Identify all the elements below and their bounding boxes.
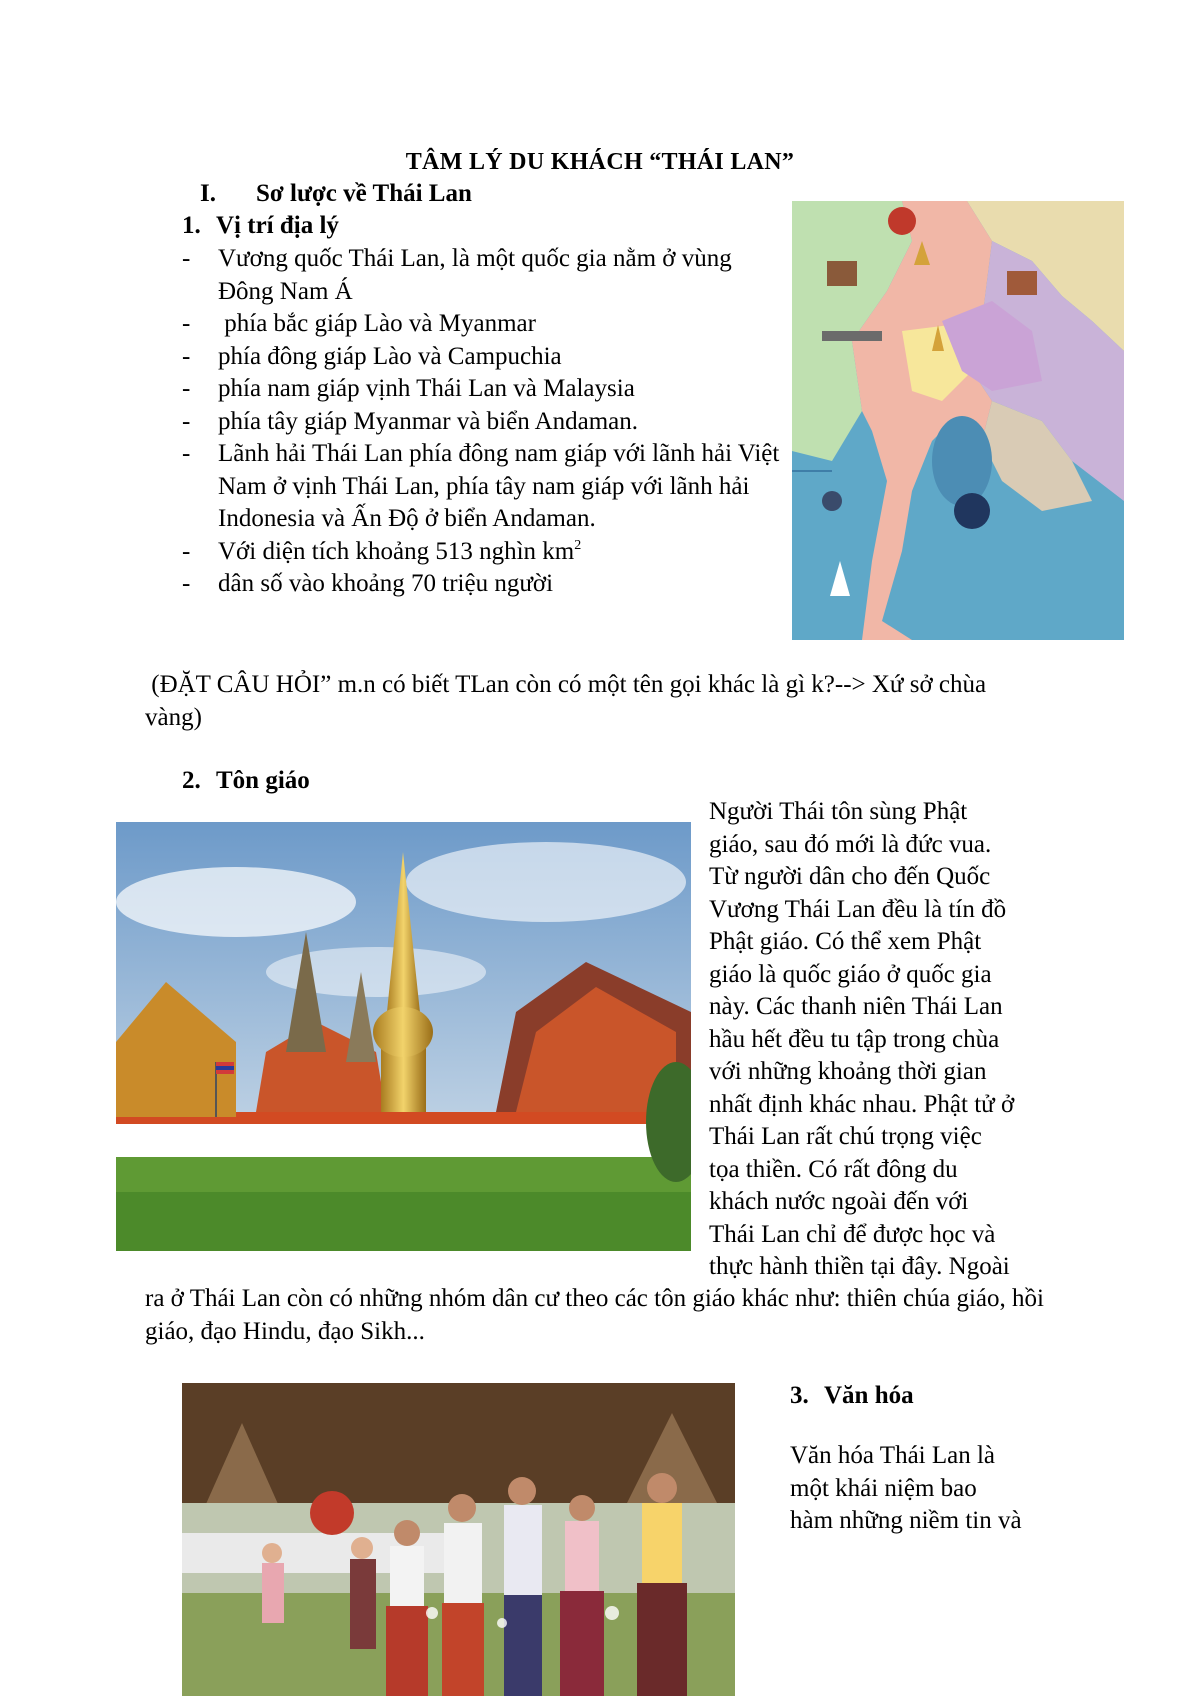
paragraph-line: Từ người dân cho đến Quốc <box>709 863 991 890</box>
subsection-title: Văn hóa <box>824 1382 914 1409</box>
subsection-title: Tôn giáo <box>216 767 310 794</box>
temple-photo <box>116 822 691 1251</box>
culture-paragraph <box>790 1440 1150 1538</box>
paragraph-line: hàm những niềm tin và <box>790 1507 1022 1534</box>
list-item: - dân số vào khoảng 70 triệu người <box>182 570 554 597</box>
paragraph-line: giáo là quốc giáo ở quốc gia <box>709 960 992 988</box>
section-title: Sơ lược về Thái Lan <box>256 180 472 207</box>
paragraph-line: Vương Thái Lan đều là tín đồ <box>709 895 1007 923</box>
temple-illustration <box>116 822 691 1251</box>
map-illustration <box>792 201 1124 640</box>
subsection-number: 1. <box>182 212 201 239</box>
list-item: - Với diện tích khoảng 513 nghìn $km^2$ <box>182 537 582 565</box>
subsection-title: Vị trí địa lý <box>216 212 339 239</box>
subsection-geography-heading <box>182 210 339 243</box>
geography-bullet-list <box>182 243 782 601</box>
list-item: - phía nam giáp vịnh Thái Lan và Malaysia <box>182 375 635 402</box>
festival-illustration <box>182 1383 735 1696</box>
subsection-number: 2. <box>182 767 201 794</box>
list-item: - phía bắc giáp Lào và Myanmar <box>182 310 536 337</box>
list-item: - Lãnh hải Thái Lan phía đông nam giáp với lãnh hải Việt Nam ở vịnh Thái Lan, phía tây nam giáp với lãnh hải Indonesia và Ấn Độ ở biển Andaman. <box>182 440 780 532</box>
paragraph-line: này. Các thanh niên Thái Lan <box>709 993 1003 1020</box>
paragraph-line: khách nước ngoài đến với <box>709 1188 969 1215</box>
document-title: TÂM LÝ DU KHÁCH “THÁI LAN” <box>405 149 795 175</box>
section-number: I. <box>200 180 216 207</box>
paragraph-line: Thái Lan rất chú trọng việc <box>709 1123 982 1150</box>
paragraph-line: nhất định khác nhau. Phật tử ở <box>709 1090 1015 1118</box>
paragraph-line: thực hành thiền tại đây. Ngoài <box>709 1253 1010 1280</box>
paragraph-line: với những khoảng thời gian <box>709 1058 987 1085</box>
thailand-map-image <box>792 201 1124 640</box>
section-heading <box>200 178 472 211</box>
religion-paragraph <box>709 796 1129 1284</box>
paragraph-line: Người Thái tôn sùng Phật <box>709 798 968 825</box>
paragraph-line: một khái niệm bao <box>790 1474 977 1502</box>
paragraph-line: tọa thiền. Có rất đông du <box>709 1155 958 1183</box>
paragraph-line: Phật giáo. Có thể xem Phật <box>709 928 982 955</box>
paragraph-line: hầu hết đều tu tập trong chùa <box>709 1025 1000 1053</box>
superscript: 2 <box>574 537 582 553</box>
paragraph-line: Thái Lan chỉ để được học và <box>709 1220 996 1248</box>
list-item: - Vương quốc Thái Lan, là một quốc gia nằm ở vùng Đông Nam Á <box>182 245 732 305</box>
question-note: (ĐẶT CÂU HỎI” m.n có biết TLan còn có một tên gọi khác là gì k?--> Xứ sở chùa vàng) <box>145 671 993 731</box>
paragraph-line: giáo, sau đó mới là đức vua. <box>709 830 992 858</box>
subsection-culture-heading <box>790 1380 914 1413</box>
list-item: - phía đông giáp Lào và Campuchia <box>182 342 562 370</box>
paragraph-line: Văn hóa Thái Lan là <box>790 1442 996 1469</box>
list-item: - phía tây giáp Myanmar và biển Andaman. <box>182 407 639 435</box>
culture-festival-photo <box>182 1383 735 1696</box>
subsection-religion-heading <box>182 765 310 798</box>
religion-paragraph-tail: ra ở Thái Lan còn có những nhóm dân cư theo các tôn giáo khác như: thiên chúa giáo, hồi giáo, đạo Hindu, đạo Sikh... <box>145 1285 1044 1345</box>
subsection-number: 3. <box>790 1382 809 1409</box>
